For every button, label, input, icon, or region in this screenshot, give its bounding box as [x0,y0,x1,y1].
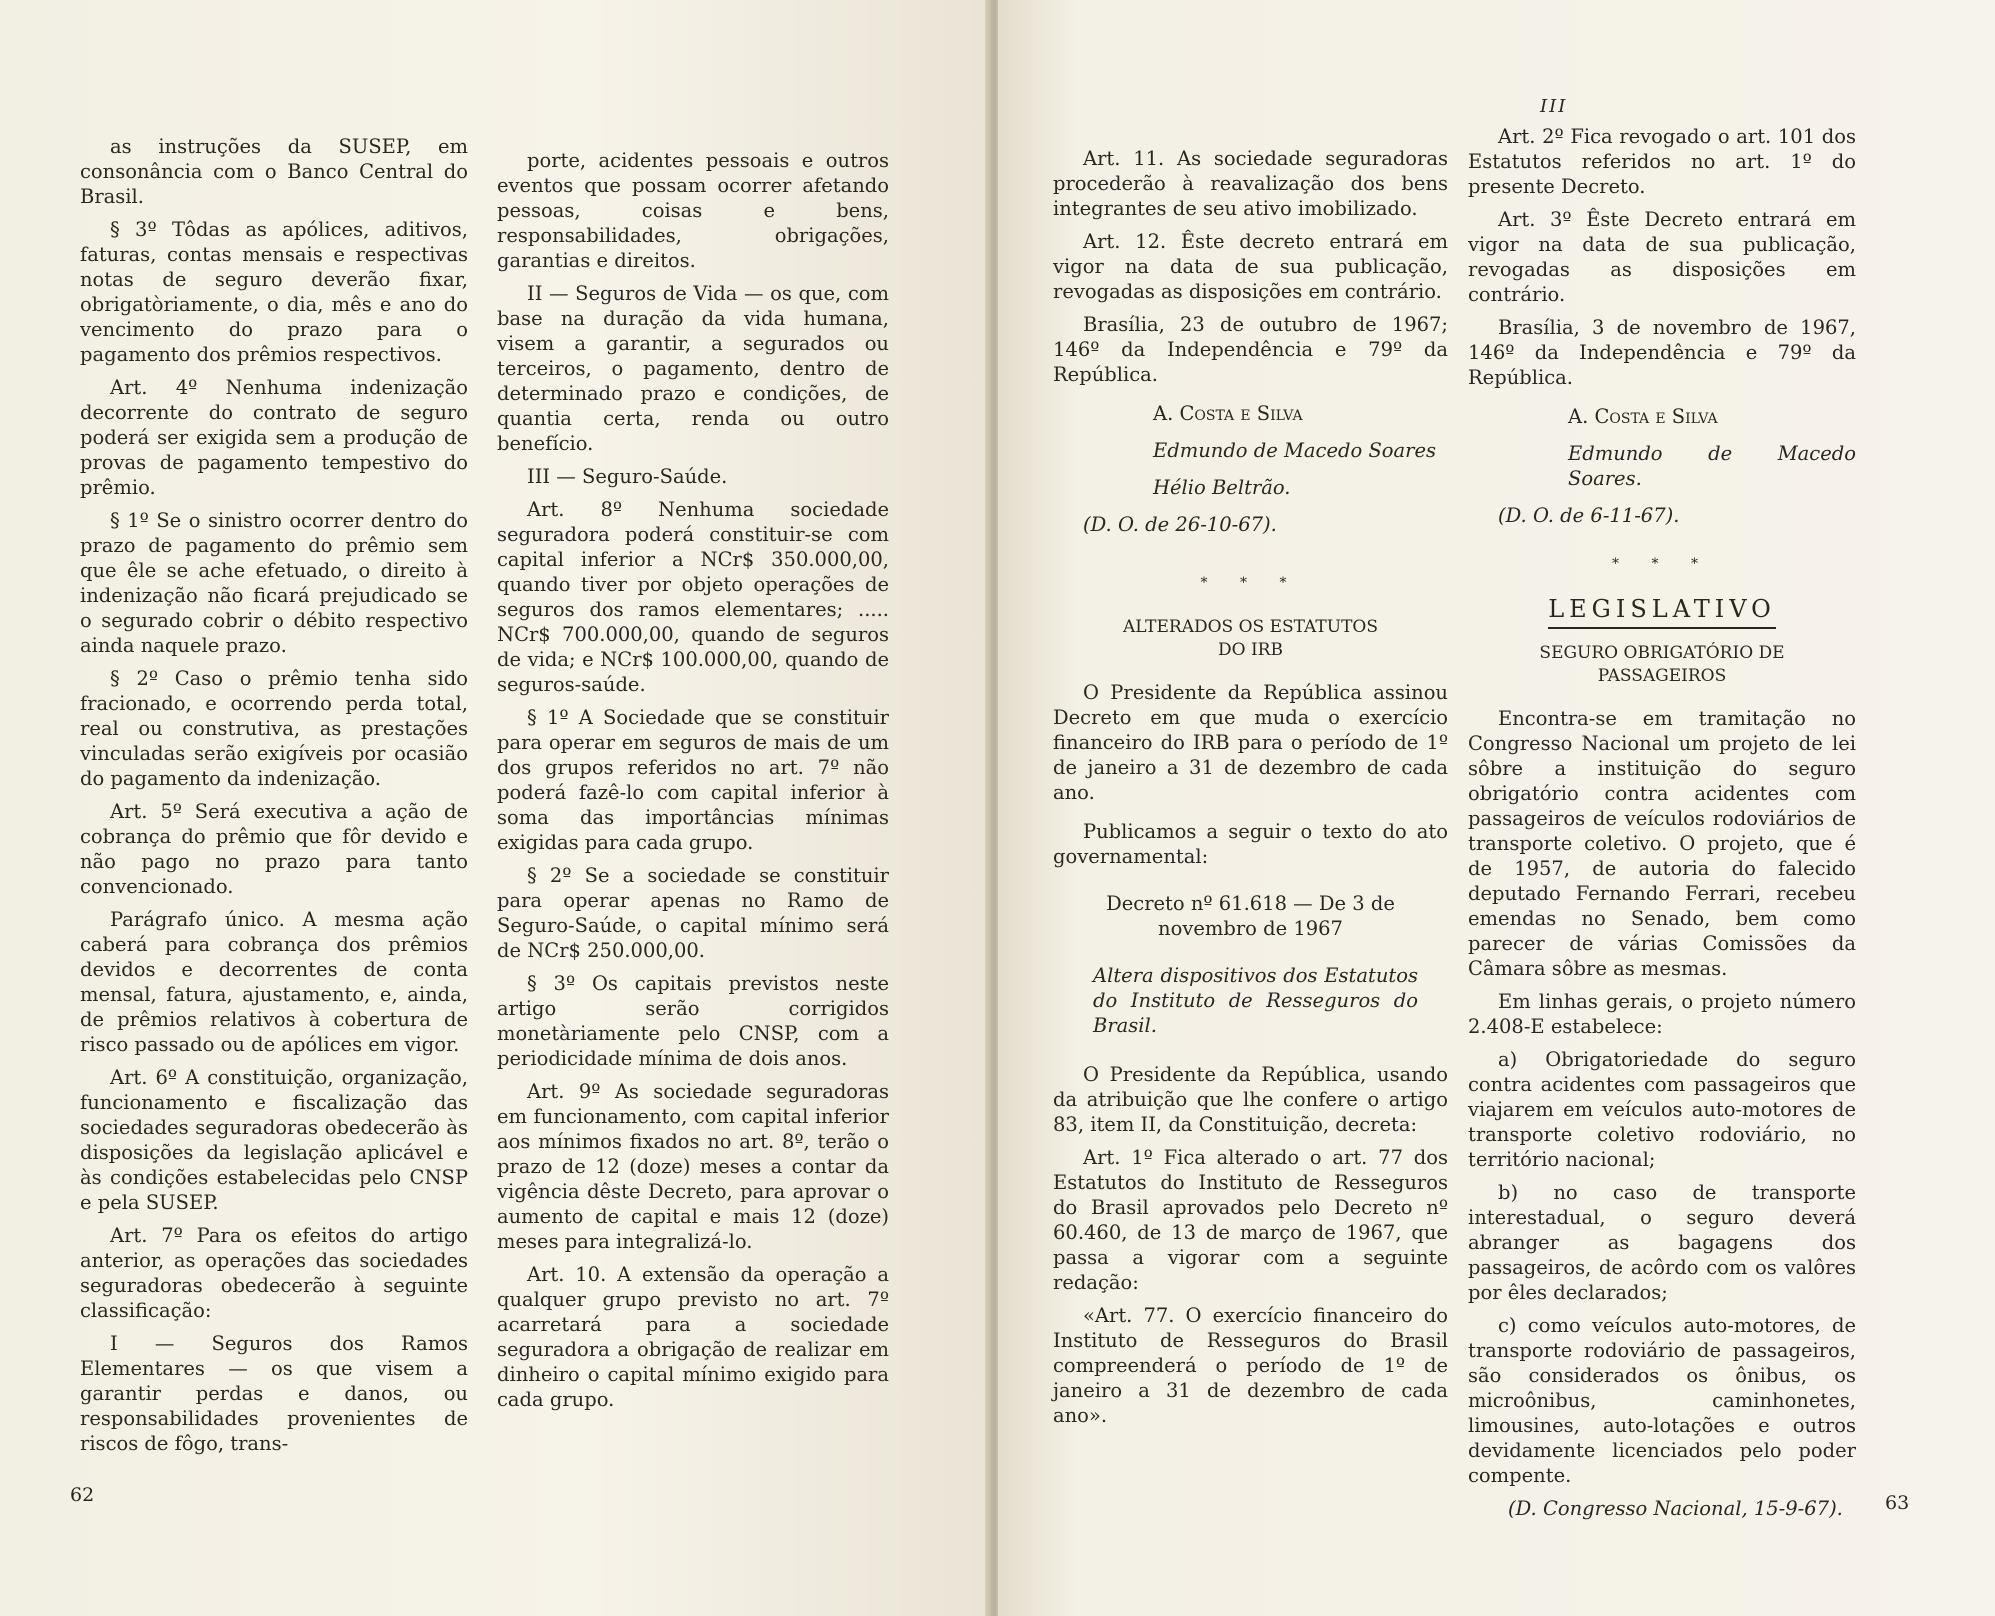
signature-2: Edmundo de Macedo Soares [1153,439,1437,462]
paragraph: II — Seguros de Vida — os que, com base na duração da vida humana, visem a garantir, a segurados ou terceiros, o pagamento, dentro de determinado prazo e condições, de quantia certa, renda ou outro benefício. [497,282,889,455]
decree-title: Decreto nº 61.618 — De 3 de novembro de 1967 [1106,892,1395,940]
right-column-2 [1468,124,1856,1529]
paragraph: Art. 8º Nenhuma sociedade seguradora poderá constituir-se com capital inferior a NCr$ 350.000,00, quando tiver por objeto operações de seguros dos ramos elementares; ..... NCr$ 700.000,00, quando de seguros de vida; e NCr$ 100.000,00, quando de seguros-saúde. [497,498,889,696]
source-note: (D. O. de 26-10-67). [1083,513,1277,536]
section-heading-seguro: SEGURO OBRIGATÓRIO DE PASSAGEIROS [1539,643,1785,686]
intro-paragraph: Publicamos a seguir o texto do ato governamental: [1053,820,1448,868]
intro-paragraph: O Presidente da República assinou Decreto em que muda o exercício financeiro do IRB para o período de 1º de janeiro a 31 de dezembro de cada ano. [1053,681,1448,804]
paragraph: Art. 3º Êste Decreto entrará em vigor na data de sua publicação, revogadas as disposições em contrário. [1468,208,1856,306]
separator-stars: * * * [1612,556,1712,572]
page-number-left: 62 [70,1484,95,1506]
paragraph: Parágrafo único. A mesma ação caberá para cobrança dos prêmios devidos e decorrentes de conta mensal, fatura, ajustamento, e, ainda, de prêmios relativos à cobertura de risco passado ou de apólices em vigor. [80,908,468,1056]
paragraph: Brasília, 3 de novembro de 1967, 146º da Independência e 79º da República. [1468,316,1856,389]
paragraph: Art. 12. Êste decreto entrará em vigor na data de sua publicação, revogadas as disposições em contrário. [1053,230,1448,303]
signature-1: A. Costa e Silva [1568,405,1718,428]
right-column-1 [1053,146,1448,1436]
paragraph: Brasília, 23 de outubro de 1967; 146º da Independência e 79º da República. [1053,313,1448,386]
paragraph: «Art. 77. O exercício financeiro do Instituto de Resseguros do Brasil compreenderá o período de 1º de janeiro a 31 de dezembro de cada ano». [1053,1304,1448,1427]
paragraph: Art. 5º Será executiva a ação de cobrança do prêmio que fôr devido e não pago no prazo para tanto convencionado. [80,800,468,898]
paragraph: Art. 1º Fica alterado o art. 77 dos Estatutos do Instituto de Resseguros do Brasil aprovados pelo Decreto nº 60.460, de 13 de março de 1967, que passa a vigorar com a seguinte redação: [1053,1146,1448,1294]
section-heading-irb: ALTERADOS OS ESTATUTOS DO IRB [1122,617,1378,660]
paragraph: Art. 7º Para os efeitos do artigo anterior, as operações das sociedades seguradoras obedecerão à seguinte classificação: [80,1224,468,1322]
paragraph: Em linhas gerais, o projeto número 2.408-E estabelece: [1468,990,1856,1038]
paragraph: c) como veículos auto-motores, de transporte rodoviário de passageiros, são considerados os ônibus, os microônibus, caminhonetes, limousines, auto-lotações e outros devidamente licenciados pelo poder compente. [1468,1314,1856,1487]
paragraph: § 3º Tôdas as apólices, aditivos, faturas, contas mensais e respectivas notas de seguro deverão fixar, obrigatòriamente, o dia, mês e ano do vencimento do prazo para o pagamento dos prêmios respectivos. [80,218,468,366]
paragraph: Encontra-se em tramitação no Congresso Nacional um projeto de lei sôbre a instituição do seguro obrigatório contra acidentes com passageiros de veículos rodoviários de transporte coletivo. O projeto, que é de 1957, de autoria do falecido deputado Fernando Ferrari, recebeu emendas no Senado, bem como parecer de várias Comissões da Câmara sôbre as mesmas. [1468,707,1856,980]
paragraph: O Presidente da República, usando da atribuição que lhe confere o artigo 83, item II, da Constituição, decreta: [1053,1063,1448,1136]
paragraph: b) no caso de transporte interestadual, o seguro deverá abranger as bagagens dos passageiros, de acôrdo com os valôres por êles declarados; [1468,1181,1856,1304]
left-page [0,0,990,1616]
signature-2: Edmundo de Macedo Soares. [1568,442,1856,490]
decree-ementa: Altera dispositivos dos Estatutos do Instituto de Resseguros do Brasil. [1093,964,1418,1037]
page-number-right: 63 [1885,1492,1910,1514]
paragraph: § 1º Se o sinistro ocorrer dentro do prazo de pagamento do prêmio sem que êle se ache efetuado, o direito à indenização não ficará prejudicado se o segurado cobrir o débito respectivo ainda naquele prazo. [80,509,468,657]
paragraph: Art. 9º As sociedade seguradoras em funcionamento, com capital inferior aos mínimos fixados no art. 8º, terão o prazo de 12 (doze) meses a contar da vigência dêste Decreto, para aprovar o aumento de capital e mais 12 (doze) meses para integralizá-lo. [497,1080,889,1253]
paragraph: § 2º Caso o prêmio tenha sido fracionado, e ocorrendo perda total, real ou construtiva, as prestações vinculadas serão exigíveis por ocasião do pagamento da indenização. [80,667,468,790]
signature-1: A. Costa e Silva [1153,402,1303,425]
paragraph: Art. 2º Fica revogado o art. 101 dos Estatutos referidos no art. 1º do presente Decreto. [1468,125,1856,198]
paragraph: § 1º A Sociedade que se constituir para operar em seguros de mais de um dos grupos referidos no art. 7º não poderá fazê-lo com capital inferior à soma das importâncias mínimas exigidas para cada grupo. [497,706,889,854]
paragraph: as instruções da SUSEP, em consonância com o Banco Central do Brasil. [80,135,468,208]
paragraph: I — Seguros dos Ramos Elementares — os que visem a garantir perdas e danos, ou responsabilidades provenientes de riscos de fôgo, trans- [80,1332,468,1455]
paragraph: § 2º Se a sociedade se constituir para operar apenas no Ramo de Seguro-Saúde, o capital mínimo será de NCr$ 250.000,00. [497,864,889,962]
left-column-1 [80,134,468,1464]
source-note: (D. O. de 6-11-67). [1498,504,1680,527]
paragraph: a) Obrigatoriedade do seguro contra acidentes com passageiros que viajarem em veículos auto-motores de transporte coletivo rodoviário, no território nacional; [1468,1048,1856,1171]
paragraph: porte, acidentes pessoais e outros eventos que possam ocorrer afetando pessoas, coisas e bens, responsabilidades, obrigações, garantias e direitos. [497,149,889,272]
paragraph: III — Seguro-Saúde. [527,465,728,488]
corner-mark: III [1540,96,1568,117]
left-column-2 [497,148,889,1420]
right-page [998,0,1995,1616]
section-title-legislativo: LEGISLATIVO [1468,597,1856,622]
paragraph: Art. 4º Nenhuma indenização decorrente do contrato de seguro poderá ser exigida sem a produção de provas de pagamento tempestivo do prêmio. [80,376,468,499]
source-note: (D. Congresso Nacional, 15-9-67). [1508,1497,1843,1520]
paragraph: § 3º Os capitais previstos neste artigo serão corrigidos monetàriamente pelo CNSP, com a periodicidade mínima de dois anos. [497,972,889,1070]
paragraph: Art. 11. As sociedade seguradoras procederão à reavalização dos bens integrantes de seu ativo imobilizado. [1053,147,1448,220]
separator-stars: * * * [1200,575,1301,591]
paragraph: Art. 10. A extensão da operação a qualquer grupo previsto no art. 7º acarretará para a sociedade seguradora a obrigação de realizar em dinheiro o capital mínimo exigido para cada grupo. [497,1263,889,1411]
paragraph: Art. 6º A constituição, organização, funcionamento e fiscalização das sociedades seguradoras obedecerão às disposições da legislação aplicável e às condições estabelecidas pelo CNSP e pela SUSEP. [80,1066,468,1214]
signature-3: Hélio Beltrão. [1153,476,1291,499]
